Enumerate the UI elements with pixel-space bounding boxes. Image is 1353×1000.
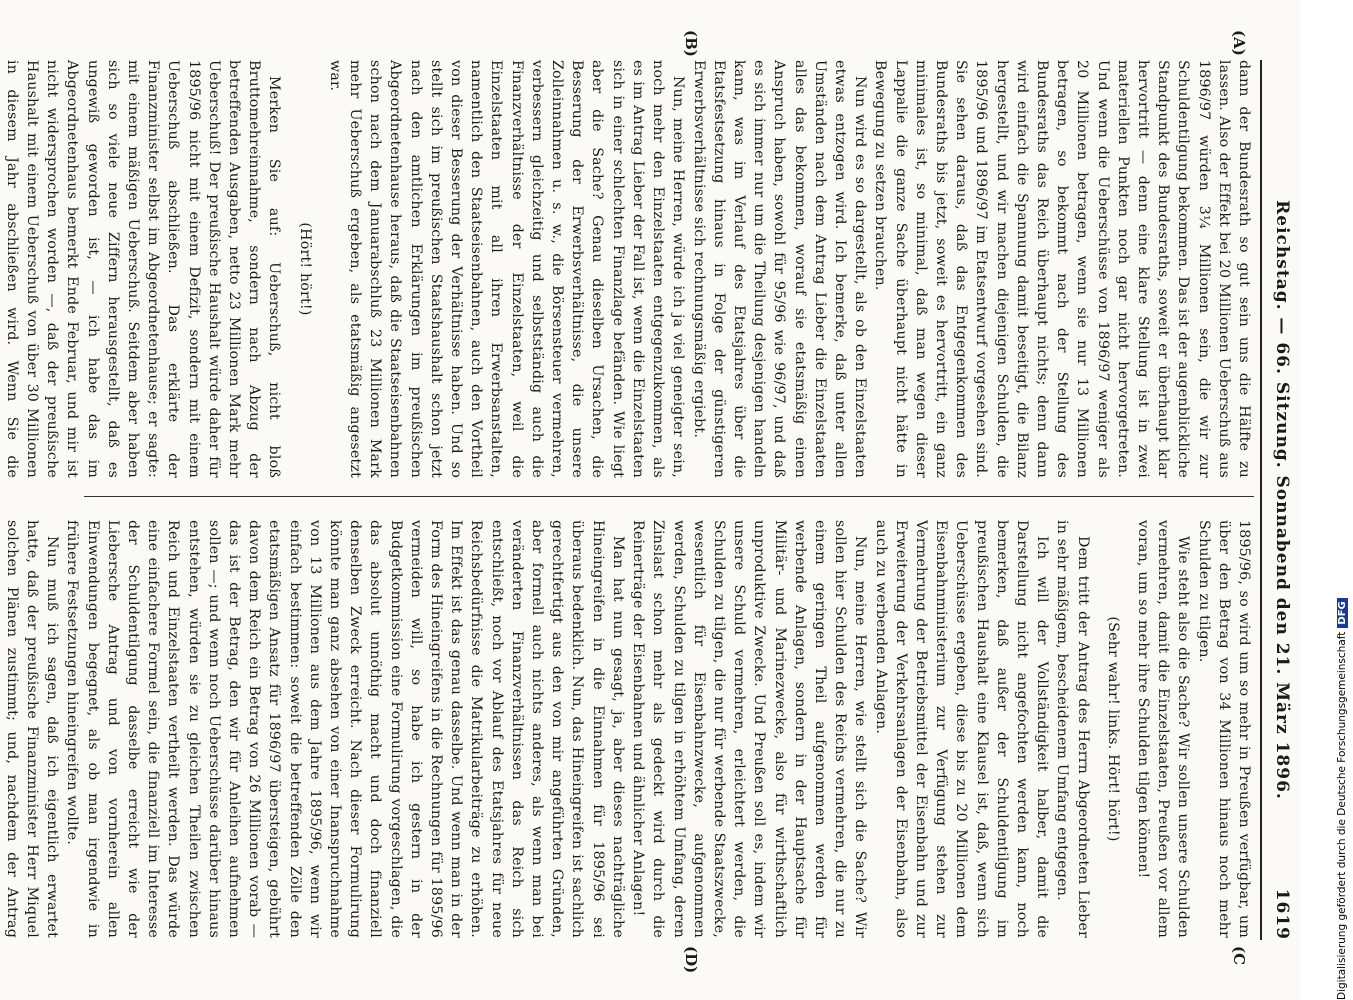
dfg-logo: DFG — [1337, 598, 1348, 627]
paragraph: dann der Bundesrath so gut sein uns die Hälfte zu lassen. Also der Effekt bei 20 Millionen Ueberschuß aus 1896/97 würden 3¼ Millionen sein, die wir zur Schuldentilgung bekommen. Das ist der augenblickliche Standpunkt des Bundesraths, soweit er überhaupt klar hervortritt — denn eine klare Stellung ist in zwei materiellen Punkten noch gar nicht hervorgetreten. Und wenn die Ueberschüsse von 1896/97 weniger als 20 Millionen betragen, wenn sie nur 13 Millionen betragen, so bekommt nach der Stellung des Bundesraths das Reich überhaupt nichts; denn dann wird einfach die Spannung damit beseitigt, die Bilanz hergestellt, und wir machen diejenigen Schulden, die 1895/96 und 1896/97 im Etatsentwurf vorgesehen sind. Sie sehen daraus, daß das Entgegenkommen des Bundesraths bis jetzt, soweit es hervortritt, ein ganz minimales ist, so minimal, daß man wegen dieser Lappalie die ganze Sache überhaupt nicht hätte in Bewegung zu setzen brauchen. — [872, 60, 1252, 478]
paragraph: Ich will der Vollständigkeit halber, damit die Darstellung nicht angefochten werden kann, noch bemerken, daß außer der Schuldentilgung im preußischen Haushalt eine Klausel ist, daß, wenn sich Ueberschüsse ergeben, diese bis zu 20 Millionen dem Eisenbahnministerium zur Verfügung stehen zur Vermehrung der Betriebsmittel der Eisenbahn und zur Erweiterung der Verkehrsanlagen der Eisenbahn, also auch zu werbenden Anlagen. — [872, 520, 1051, 938]
header-rule — [1260, 60, 1262, 940]
paragraph: Nun muß ich sagen, daß ich eigentlich erwartet hatte, daß der preußische Finanzminister Herr Miquel solchen Plänen zustimmt; und, nachdem der Antrag — [3, 520, 61, 938]
margin-mark-a: (A) — [1230, 30, 1248, 56]
paragraph: Nun, meine Herren, würde ich ja viel geneigter sein, noch mehr den Einzelstaaten entgegenzukommen, als es im Antrag Lieber der Fall ist, wenn die Einzelstaaten sich in einer schlechten Finanzlage befänden. Wie liegt aber die Sache? Genau dieselben Ursachen, die Besserung der Erwerbsverhältnisse, die unsere Zolleinnahmen u. s. w., die Börsensteuer vermehren, verbessern gleichzeitig und selbstständig auch die Finanzverhältnisse der Einzelstaaten, weil die Einzelstaaten mit all ihren Erwerbsanstalten, namentlich den Staatseisenbahnen, auch den Vortheil von dieser Besserung der Verhältnisse haben. Und so stellt sich im preußischen Staatshaushalt schon jetzt nach den amtlichen Erklärungen im preußischen Abgeordnetenhause heraus, daß die Staatseisenbahnen schon nach dem Januarabschluß 23 Millionen Mark mehr Ueberschuß ergeben, als etatsmäßig angesetzt war. — [326, 60, 687, 478]
digitization-credit-text: Digitalisierung gefördert durch die Deutsche Forschungsgemeinschaft — [1336, 631, 1348, 1000]
right-text-column — [3, 520, 1254, 938]
digitization-credit — [1336, 0, 1348, 1000]
paragraph: Dem tritt der Antrag des Herrn Abgeordneten Lieber in sehr mäßigem, bescheidenem Umfang entgegen. — [1054, 520, 1091, 938]
paragraph: Man hat nun gesagt, ja, aber dieses nachträgliche Hineingreifen in die Einnahmen für 1895/96 sei überaus bedenklich. Nun, das Hineingreifen ist sachlich gerechtfertigt aus den von mir angeführten Gründen, aber formell auch nichts anderes, als wenn man bei veränderten Finanzverhältnissen das Reich sich entschließt, noch vor Ablauf des Etatsjahres für neue Reichsbedürfnisse die Matrikularbeiträge zu erhöhen. Im Effekt ist das genau dasselbe. Und wenn man in der Form des Hineingreifens in die Rechnungen für 1895/96 vermeiden will, so habe ich gestern in der Budgetkommission eine Formulirung vorgeschlagen, die das absolut unnöthig macht und doch finanziell denselben Zweck erreicht. Nach dieser Formulirung könnte man ganz absehen von einer Inanspruchnahme von 13 Millionen aus dem Jahre 1895/96, wenn wir einfach bestimmen: soweit die betreffenden Zölle den etatsmäßigen Ansatz für 1896/97 übersteigen, gebührt davon dem Reich ein Betrag von 26 Millionen vorab — das ist der Betrag, den wir für Anleihen aufnehmen sollen —; und wenn noch Ueberschüsse darüber hinaus entstehen, würden sie zu gleichen Theilen zwischen Reich und Einzelstaaten vertheilt werden. Das würde eine einfachere Formel sein, die finanziell im Interesse der Schuldentilgung dasselbe erreicht wie der Liebersche Antrag und von vornherein allen Einwendungen begegnet, als ob man irgendwie in frühere Festsetzungen hineingreifen wollte. — [64, 520, 626, 938]
header-title: Reichstag. — 66. Sitzung. Sonnabend den 21. März 1896. — [1272, 200, 1292, 800]
column-divider — [84, 496, 1254, 497]
paragraph: Nun wird es so dargestellt, als ob den Einzelstaaten etwas entzogen wird. Ich bemerke, daß unter allen Umständen nach dem Antrag Lieber die Einzelstaaten alles das bekommen, worauf sie etatsmäßig einen Anspruch haben, sowohl für 95/96 wie 96/97, und daß es sich immer nur um die Theilung desjenigen handeln kann, was im Verlauf des Etatsjahres über die Etatsfestsetzung hinaus in Folge der günstigeren Erwerbsverhältnisse sich rechnungsmäßig ergiebt. — [690, 60, 869, 478]
paragraph: Merken Sie auf: Ueberschuß, nicht bloß Bruttomehreinnahme, sondern nach Abzug der betreffenden Ausgaben, netto 23 Millionen Mark mehr Ueberschuß! Der preußische Haushalt würde daher für 1895/96 nicht mit einem Defizit, sondern mit einem Ueberschuß abschließen. Das erklärte der Finanzminister selbst im Abgeordnetenhause; er sagte: mit einem mäßigen Ueberschuß. Seitdem aber haben sich so viele neue Ziffern herausgestellt, daß es ungewiß geworden ist, — ich habe das im Abgeordnetenhaus bemerkt Ende Februar, und mir ist nicht widersprochen worden —, daß der preußische Haushalt mit einem Ueberschuß von über 30 Millionen in diesem Jahr abschließen wird. Wenn Sie die — [3, 60, 283, 478]
margin-mark-b: (B) — [682, 30, 700, 57]
interjection: (Sehr wahr! links. Hört! hört!) — [1104, 616, 1121, 842]
margin-mark-d: (D) — [682, 946, 700, 974]
margin-mark-c: (C — [1230, 946, 1248, 966]
left-text-column — [3, 60, 1254, 478]
interjection: (Hört! hört!) — [296, 222, 313, 316]
paragraph: Nun, meine Herren, wie stellt sich die Sache? Wir sollen hier Schulden des Reichs vermehren, die nur zu einem geringen Theil aufgenommen werden für werbende Anlagen, sondern in der Hauptsache für Militär- und Marinezwecke, also für wirthschaftlich unproduktive Zwecke. Und Preußen soll es, indem wir unsere Schuld vermehren, erleichtert werden, die Schulden zu tilgen, die nur für werbende Staatszwecke, wesentlich für Eisenbahnzwecke, aufgenommen werden, Schulden zu tilgen in erhöhtem Umfang, deren Zinslast schon mehr als gedeckt wird durch die Reinerträge der Eisenbahnen und ähnlicher Anlagen! — [630, 520, 869, 938]
paragraph: 1895/96, so wird um so mehr in Preußen verfügbar, um über den Betrag von 34 Millionen hinaus noch mehr Schulden zu tilgen. — [1195, 520, 1252, 938]
paragraph: Wie steht also die Sache? Wir sollen unsere Schulden vermehren, damit die Einzelstaaten, Preußen vor allem voran, um so mehr ihre Schulden tilgen können! — [1134, 520, 1192, 938]
page-header — [1268, 60, 1292, 940]
page-number: 1619 — [1272, 888, 1292, 940]
